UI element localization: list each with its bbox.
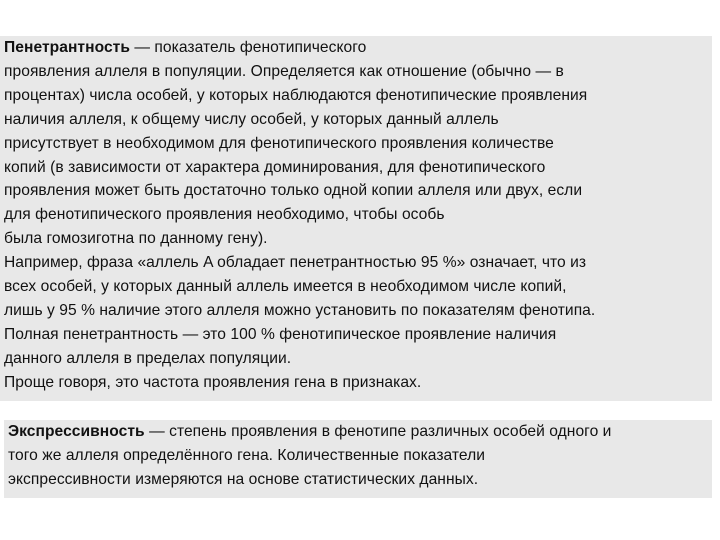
text-line: была гомозиготна по данному гену). <box>4 230 268 248</box>
text-line: для фенотипического проявления необходимо, чтобы особь <box>4 206 445 224</box>
text-line: присутствует в необходимом для фенотипического проявления количестве <box>4 134 554 152</box>
text-line: копий (в зависимости от характера доминирования, для фенотипического <box>4 158 546 176</box>
text-line: того же аллеля определённого гена. Количественные показатели <box>8 446 486 464</box>
text-line: всех особей, у которых данный аллель имеется в необходимом числе копий, <box>4 278 567 296</box>
text-line: лишь у 95 % наличие этого аллеля можно установить по показателям фенотипа. <box>4 301 596 319</box>
expressivity-text-block <box>4 420 712 498</box>
expressivity-definition-start: — степень проявления в фенотипе различных особей одного и <box>144 423 612 440</box>
expressivity-term: Экспрессивность <box>8 423 145 440</box>
text-line: экспрессивности измеряются на основе статистических данных. <box>8 470 479 488</box>
summary-line: Проще говоря, это частота проявления гена в признаках. <box>4 373 422 391</box>
text-line: данного аллеля в пределах популяции. <box>4 349 292 367</box>
text-line: проявления может быть достаточно только одной копии аллеля или двух, если <box>4 182 583 200</box>
text-line: Полная пенетрантность — это 100 % фенотипическое проявление наличия <box>4 325 557 343</box>
expressivity-first-line <box>8 420 712 444</box>
text-line: наличия аллеля, к общему числу особей, у которых данный аллель <box>4 110 499 128</box>
penetrance-term: Пенетрантность <box>4 39 130 56</box>
penetrance-definition-start: — показатель фенотипического <box>130 39 367 56</box>
penetrance-first-line <box>4 36 712 60</box>
example-line: Например, фраза «аллель A обладает пенетрантностью 95 %» означает, что из <box>4 254 587 272</box>
text-line: проявления аллеля в популяции. Определяется как отношение (обычно — в <box>4 62 564 80</box>
text-line: процентах) числа особей, у которых наблюдаются фенотипические проявления <box>4 86 588 104</box>
penetrance-text-block <box>0 36 712 401</box>
